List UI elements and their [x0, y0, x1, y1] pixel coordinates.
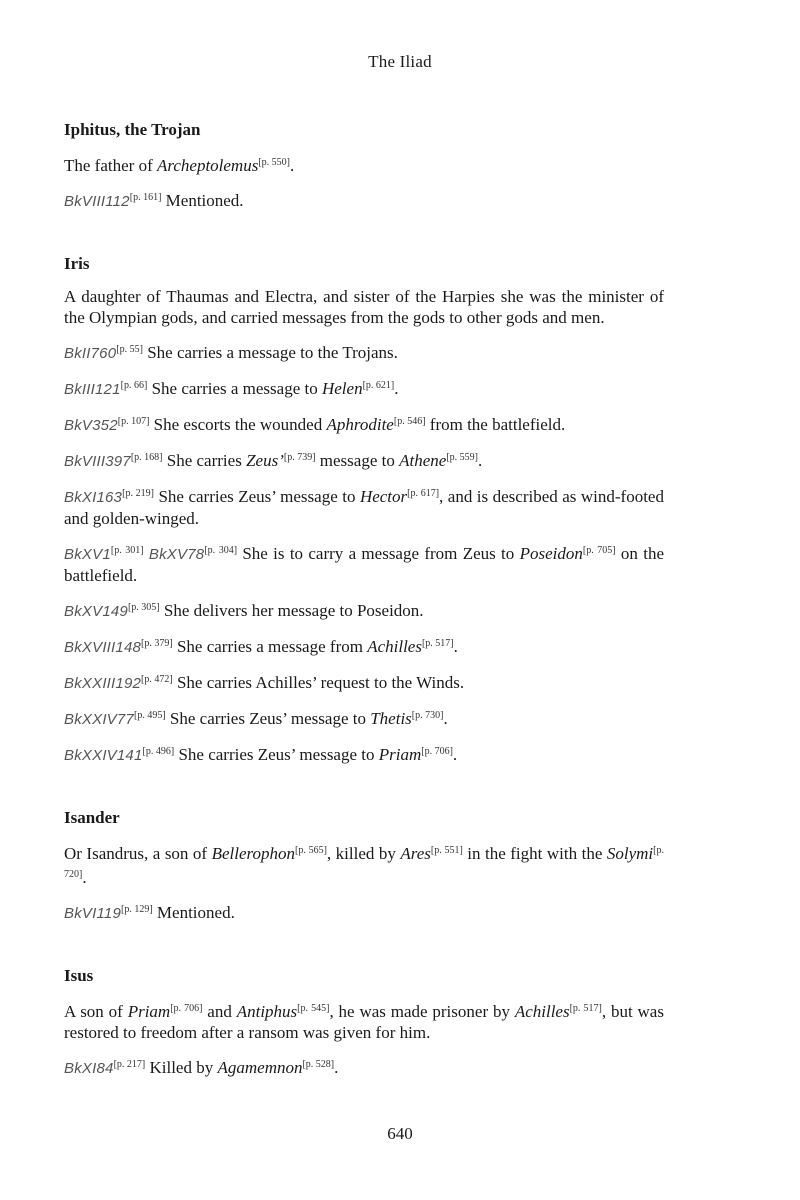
page-ref: [p. 545] — [297, 1003, 330, 1014]
text-run: . — [82, 868, 87, 887]
page-ref: [p. 730] — [411, 710, 444, 721]
entry-iphitus — [64, 118, 664, 212]
book-reference — [64, 411, 664, 436]
page-ref: [p. 720] — [64, 845, 664, 880]
text-run: , killed by — [326, 844, 401, 863]
book-reference — [64, 447, 664, 472]
page-ref: [p. 546] — [393, 416, 426, 427]
page-ref: [p. 565] — [295, 845, 327, 856]
text-run: . — [453, 637, 458, 656]
text-run: She carries a message from — [172, 637, 368, 656]
entry-iris — [64, 252, 664, 766]
page-ref: [p. 161] — [129, 192, 162, 203]
text-run: message to — [315, 451, 400, 470]
text-run: in the fight with the — [462, 844, 607, 863]
text-run: She is to carry a message from Zeus to — [237, 544, 520, 563]
entry-description — [64, 840, 664, 888]
book-line-link[interactable]: BkXI84 — [64, 1060, 114, 1077]
entry-description — [64, 286, 664, 328]
entry-heading: Iris — [64, 254, 90, 273]
entry-heading: Isus — [64, 966, 94, 985]
page-ref: [p. 219] — [122, 488, 154, 499]
person-link[interactable]: Aphrodite — [326, 415, 394, 434]
person-link[interactable]: Agamemnon — [217, 1058, 303, 1077]
entry-description — [64, 152, 664, 176]
page-ref: [p. 472] — [141, 674, 173, 685]
book-line-link[interactable]: BkVIII112 — [64, 193, 130, 210]
text-run: She delivers her message to Poseidon. — [159, 601, 424, 620]
page-ref: [p. 496] — [142, 746, 175, 757]
page-ref: [p. 739] — [283, 452, 316, 463]
page-ref: [p. 129] — [121, 904, 153, 915]
person-link[interactable]: Athene — [399, 451, 447, 470]
page-ref: [p. 706] — [170, 1003, 203, 1014]
text-run: . — [290, 156, 295, 175]
text-run: Killed by — [145, 1058, 218, 1077]
book-reference — [64, 705, 664, 730]
text-run: . — [443, 709, 448, 728]
person-link[interactable]: Archeptolemus — [156, 156, 259, 175]
text-run: , and is described as wind-footed and golden-winged. — [64, 487, 664, 528]
text-run: from the battlefield. — [425, 415, 566, 434]
text-run: She carries Zeus’ message to — [154, 487, 360, 506]
page-ref: [p. 107] — [117, 416, 150, 427]
person-link[interactable]: Achilles — [367, 637, 422, 656]
person-link[interactable]: Priam — [127, 1002, 171, 1021]
page-ref: [p. 621] — [362, 380, 395, 391]
book-line-link[interactable]: BkXXIII192 — [64, 675, 142, 692]
page-ref: [p. 217] — [113, 1059, 146, 1070]
text-run: . — [394, 379, 399, 398]
entry-isus — [64, 964, 664, 1079]
book-reference — [64, 669, 664, 694]
book-line-link[interactable]: BkXV78 — [148, 546, 205, 563]
page-ref: [p. 617] — [407, 488, 440, 499]
book-reference — [64, 540, 664, 586]
page-ref: [p. 55] — [116, 344, 143, 355]
book-line-link[interactable]: BkXVIII148 — [64, 639, 142, 656]
person-link[interactable]: Bellerophon — [211, 844, 295, 863]
book-reference — [64, 741, 664, 766]
person-link[interactable]: Ares — [400, 844, 431, 863]
text-run: She carries Achilles’ request to the Winds. — [172, 673, 465, 692]
book-line-link[interactable]: BkV352 — [64, 417, 118, 434]
text-run: . — [334, 1058, 339, 1077]
book-reference — [64, 597, 664, 622]
book-reference — [64, 633, 664, 658]
page-number: 640 — [387, 1124, 413, 1143]
book-reference — [64, 1054, 664, 1079]
page-ref: [p. 551] — [430, 845, 463, 856]
person-link[interactable]: Antiphus — [236, 1002, 298, 1021]
text-run: She escorts the wounded — [149, 415, 327, 434]
page-ref: [p. 495] — [133, 710, 166, 721]
page-ref: [p. 705] — [582, 545, 616, 556]
entry-heading: Isander — [64, 808, 120, 827]
text-run: She carries a message to the Trojans. — [142, 343, 398, 362]
page-ref: [p. 706] — [421, 746, 453, 757]
person-link[interactable]: Priam — [378, 745, 422, 764]
page-ref: [p. 304] — [204, 545, 238, 556]
book-line-link[interactable]: BkXI163 — [64, 489, 123, 506]
book-reference — [64, 899, 664, 924]
text-run: She carries — [162, 451, 247, 470]
page-ref: [p. 305] — [127, 602, 160, 613]
page-ref: [p. 528] — [302, 1059, 335, 1070]
person-link[interactable]: Hector — [359, 487, 408, 506]
page-ref: [p. 66] — [120, 380, 148, 391]
text-run: on the battlefield. — [64, 544, 664, 585]
entry-description — [64, 998, 664, 1043]
entry-heading: Iphitus, the Trojan — [64, 120, 201, 139]
person-link[interactable]: Thetis — [370, 709, 412, 728]
text-run: She carries Zeus’ message to — [165, 709, 371, 728]
person-link[interactable]: Helen — [321, 379, 363, 398]
text-run: . — [477, 451, 483, 470]
person-link[interactable]: Solymi — [606, 844, 654, 863]
entry-isander — [64, 806, 664, 924]
text-run: The father of — [64, 156, 157, 175]
book-line-link[interactable]: BkII760 — [64, 345, 117, 362]
person-link[interactable]: Poseidon — [519, 544, 583, 563]
text-run: , but was restored to freedom after a ransom was given for him. — [64, 1002, 664, 1042]
page-ref: [p. 517] — [421, 638, 454, 649]
person-link[interactable]: Achilles — [514, 1002, 570, 1021]
person-link[interactable]: Zeus’ — [246, 451, 284, 470]
text-run: A daughter of Thaumas and Electra, and sister of the Harpies she was the minister of the Olympian gods, and carried messages from the gods to other gods and men. — [64, 287, 664, 327]
page-ref: [p. 559] — [446, 452, 478, 463]
text-run: A son of — [64, 1002, 128, 1021]
book-reference — [64, 339, 664, 364]
book-line-link[interactable]: BkVIII397 — [64, 453, 131, 470]
book-line-link[interactable]: BkVI119 — [64, 905, 121, 922]
text-run: and — [202, 1002, 237, 1021]
page-ref: [p. 301] — [110, 545, 144, 556]
text-run: She carries Zeus’ message to — [174, 745, 379, 764]
book-line-link[interactable]: BkXXIV141 — [64, 747, 143, 764]
text-run: Mentioned. — [161, 191, 244, 210]
text-run: . — [452, 745, 458, 764]
book-line-link[interactable]: BkXV1 — [64, 546, 111, 563]
book-reference — [64, 483, 664, 529]
book-reference — [64, 375, 664, 400]
book-line-link[interactable]: BkXV149 — [64, 603, 128, 620]
text-run: Or Isandrus, a son of — [64, 844, 212, 863]
running-title: The Iliad — [368, 52, 432, 71]
book-line-link[interactable]: BkIII121 — [64, 381, 121, 398]
text-run: She carries a message to — [147, 379, 322, 398]
book-line-link[interactable]: BkXXIV77 — [64, 711, 134, 728]
text-run: Mentioned. — [152, 903, 235, 922]
text-run: , he was made prisoner by — [329, 1002, 515, 1021]
glossary-content — [64, 118, 664, 1079]
page-ref: [p. 550] — [258, 157, 291, 168]
book-reference — [64, 187, 664, 212]
page-ref: [p. 379] — [141, 638, 173, 649]
page-ref: [p. 517] — [569, 1003, 602, 1014]
page-ref: [p. 168] — [130, 452, 163, 463]
